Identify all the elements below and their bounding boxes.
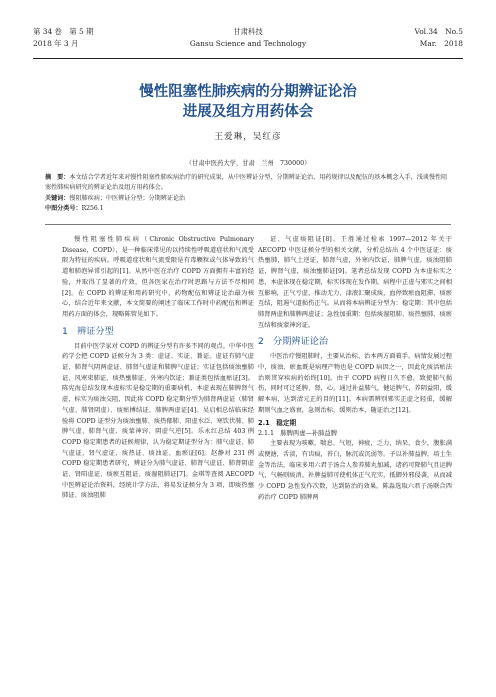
header-rule: [33, 58, 463, 59]
header-volume-en: Vol.34 No.5: [414, 27, 463, 36]
left-column: [62, 235, 254, 502]
header-volume-cn: 第 34 卷 第 5 期: [33, 27, 94, 36]
keywords: [45, 194, 451, 204]
article-title: [33, 82, 463, 122]
abstract-label: 摘 要：: [45, 174, 70, 181]
section-2-paragraph: 中医治疗慢阻肺时，主要从治标、治本两方面着手。病情发展过程中，痰浊、瘀血既是病理产物也是 COPD 病因之一，因此化痰活瘀法治则贯穿疾病的始终[10]。由于 COPD 病程日久不愈，致使肺气损伤，同时可迁延脾、肾，心。通过补益肺气，健运脾气，养阴益阳，缓解本病，达到清元正的目的[11]。本病需辨别邪实正虚之轻重，缓解期则气血之盛衰，急则治标，缓则治本，随证治之[12]。: [258, 353, 452, 414]
header-journal-cn: 甘肃科技: [233, 27, 263, 36]
header-date-en: Mar. 2018: [419, 39, 463, 48]
keywords-text: 慢阻肺疾病；中医辨证分型；分期辨证论治: [69, 194, 186, 202]
section-2-1-1-heading: 2.1.1 肺脾两虚—补肺益脾: [258, 429, 337, 437]
affiliation: （甘肃中医药大学，甘肃 兰州 730000）: [185, 160, 311, 167]
keywords-label: 关键词：: [45, 194, 70, 202]
section-1-heading: 1 辨证分型: [62, 325, 114, 337]
section-1-continued: 证、气虚痰阻证[8]。王胜通过检索 1997—2012 年关于 AECOPD 中医证候分型的相关文献，分析总结出 4 个中医证证：痰热壅肺，肺气土逆证，肺肾气虚，外寒内饮证，肺脾气虚，痰浊阻肺证，脾肾气虚，痰浊壅肺证[9]。笔者总结发现 COPD 为本虚标实之患，本虚体现在稳定期，标实体现在发作期。病程中正虚与邪实之间相互影响，正气亏虚，推动无力，津液汇聚成痰，血停致瘀血阻滞，痰瘀互结，阻遏气道损伤正气。从而将本病辨证分型为：稳定期：其中包括肺肾两虚和肺脾两虚证；急性加重期：包括痰湿阻肺、痰热壅肺、痰瘀互结和痰蒙神窍证。: [258, 236, 452, 329]
authors: 王爱琳，吴红彦: [214, 132, 282, 142]
clc: [45, 204, 451, 214]
section-1-paragraph: 目前中医学家对 COPD 的辨证分型有许多不同的观点。中华中医药学会把 COPD 证候分为 3 类：虚证、实证、兼证。虚证有肺气虚证、肺肾气阴两虚证、肺肾气虚证和肺脾气虚证；实证包括痰浊壅肺证、风寒束肺证、痰热壅肺证、外寒内饮证；兼证类包括血瘀证[3]。陈宪海总结发现本虚标实是稳定期的重要病机，本虚表现在肺脾肾气虚，标实为痰浊交阻，因此将 COPD 稳定期分型为肺肾两虚证（肺肾气虚、肺肾阴虚）、痰瘀搏结证、肺脾两虚证[4]。吴启相总结临床经验将 COPD 证型分为痰浊壅肺、痰热郁肺、阳虚水泛、寒饮伏肺、肺脾气虚、肺肾气虚、痰蒙神窍、阴虚气逆[5]。乐永红总结 403 例 COPD 稳定期患者的证候规律，认为稳定期证型分为：肺气虚证、肺气虚证、肾气虚证、痰热证、痰浊证、血瘀证[6]。赵静对 231 例 COPD 稳定期患者研究，辨证分为肺气虚证、肺肾气虚证、肺肾阴虚证、肾阳虚证、痰瘀互阻证、痰湿阻肺证[7]。金琪等查阅 AECOPD 中医辨证论治资料，经统计学方法，将易发证候分为 3 项，即痰热壅肺证、痰浊阻肺: [62, 342, 254, 500]
section-2-1-heading: 2.1 稳定期: [258, 418, 297, 427]
clc-label: 中图分类号：: [45, 204, 82, 212]
right-column: [258, 235, 452, 503]
clc-number: R256.1: [81, 204, 104, 212]
section-2-heading: 2 分期辨证论治: [258, 336, 329, 348]
abstract: [45, 173, 451, 194]
section-2-1-1-paragraph: 主要表现为咳嗽、喘息、气短，神疲，乏力，纳呆，食少，腹胀满或便溏，舌淡，有齿痕，苔白，脉沉或沉弱等。予以补肺益脾，培土生金等治法，临床多用六君子汤合人参养肺丸加减，诸药可降肺气且运脾气，气畅则痰消。补脾益肺可使机体正气充实，抵御外邪侵袭，从而减少 COPD 急性发作次数，达到防治的效果。陈淼选取六君子汤联合西药治疗 COPD 肺脾两: [258, 440, 452, 501]
header-journal-en: Gansu Science and Technology: [189, 39, 307, 48]
title-line-1: 慢性阻塞性肺疾病的分期辨证论治: [139, 84, 357, 100]
abstract-rule: [45, 224, 451, 225]
title-line-2: 进展及组方用药体会: [182, 104, 314, 120]
abstract-block: [45, 173, 451, 214]
header-date-cn: 2018 年 3 月: [33, 39, 79, 48]
intro-paragraph: 慢性阻塞性肺疾病（Chronic Obstructive Pulmonary Disease，COPD），是一种临床常见的以持续性呼吸道症状和气流受限为特征的疾病。呼吸道症状和气流受限是有毒颗粒或气体导致的气道和肺泡异常引起的[1]。从然中医在治疗 COPD 方面拥有丰富的经验，并取得了显著的疗效，但各医家在治疗时思路与方法不尽相同[2]。在 COPD 的辨证和用药研究中，药物配伍和辨证论治最为核心，结合近年来文献，本文简要的阐述了临床工作时中药配伍和辨证用药方面的体会，现略陈管见如下。: [62, 236, 254, 318]
abstract-text: 本文结合学者近年来对慢性阻塞性肺疾病治疗的研究成果，从中医辨证分型、分期辨证论治、用药规律以及配伍的基本概念入手，浅谈慢性阻塞性肺疾病研究的辨证论治及组方用药体会。: [45, 174, 448, 192]
